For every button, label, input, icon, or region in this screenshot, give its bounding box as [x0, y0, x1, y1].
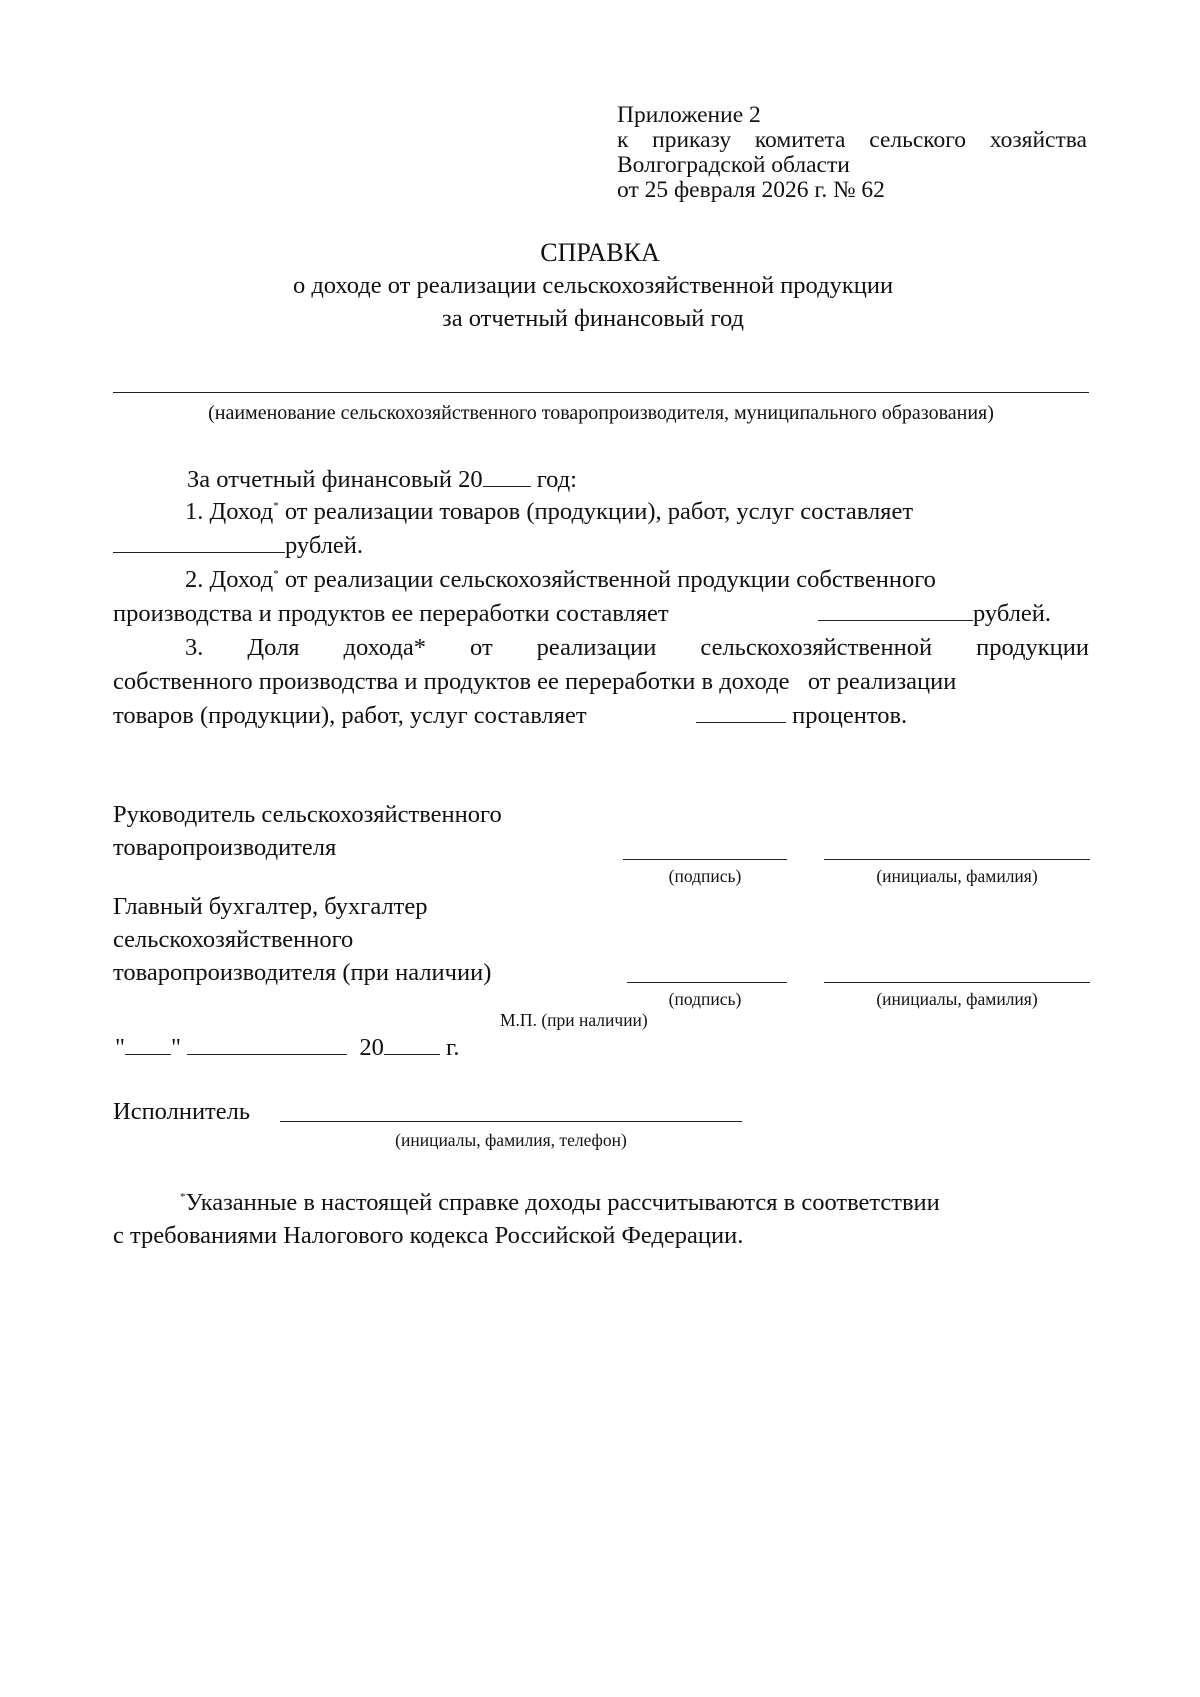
year-prefix: За отчетный финансовый 20: [187, 466, 483, 493]
agri-income-amount-blank: [818, 600, 973, 621]
date-day-blank: [125, 1034, 171, 1055]
item-2-number: 2. Доход: [185, 566, 274, 593]
accountant-signature-caption: (подпись): [668, 989, 742, 1009]
executor-label: Исполнитель: [113, 1098, 251, 1125]
item-3-word: дохода*: [343, 634, 427, 661]
producer-name-caption: (наименование сельскохозяйственного товаропроизводителя, муниципального образования): [208, 402, 994, 424]
document-subtitle-2: за отчетный финансовый год: [442, 305, 744, 332]
accountant-initials-line: [824, 982, 1090, 983]
item-2-unit: рублей.: [973, 600, 1052, 627]
item-3-percent: [696, 702, 907, 730]
footnote-line-1: [180, 1189, 940, 1217]
head-signature-line: [623, 859, 787, 860]
item-3-word: от: [470, 634, 493, 661]
accountant-initials-caption: (инициалы, фамилия): [876, 989, 1038, 1009]
stamp-note: М.П. (при наличии): [500, 1010, 648, 1030]
item-1-number: 1. Доход: [185, 498, 274, 525]
region-name: Волгоградской области: [617, 152, 850, 178]
date-month-blank: [187, 1034, 347, 1055]
document-title: СПРАВКА: [540, 238, 660, 267]
accountant-title-line-1: Главный бухгалтер, бухгалтер: [113, 893, 428, 920]
date-quote-open: ": [115, 1034, 126, 1061]
accountant-title-line-3: товаропроизводителя (при наличии): [113, 959, 492, 986]
date-line: [115, 1034, 459, 1062]
order-reference: [617, 127, 1087, 153]
accountant-title-line-2: сельскохозяйственного: [113, 926, 354, 953]
order-word: сельского: [869, 127, 967, 153]
item-3-word: Доля: [247, 634, 300, 661]
date-year-prefix: 20: [359, 1034, 384, 1061]
report-year-line: [187, 466, 577, 494]
accountant-signature-line: [627, 982, 787, 983]
item-2-amount: [818, 600, 1051, 628]
date-year-blank: [384, 1034, 440, 1055]
order-date: от 25 февраля 2026 г. № 62: [617, 177, 885, 203]
head-initials-caption: (инициалы, фамилия): [876, 866, 1038, 886]
order-word: хозяйства: [989, 127, 1087, 153]
item-3-line-2: собственного производства и продуктов ее переработки в доходе от реализации: [113, 668, 957, 695]
head-initials-line: [824, 859, 1090, 860]
appendix-label: Приложение 2: [617, 102, 761, 128]
head-title-line-1: Руководитель сельскохозяйственного: [113, 801, 502, 828]
item-3-number: 3.: [185, 634, 204, 661]
order-word: комитета: [754, 127, 846, 153]
head-title-line-2: товаропроизводителя: [113, 834, 337, 861]
executor-caption: (инициалы, фамилия, телефон): [395, 1130, 627, 1150]
executor-line: [280, 1121, 742, 1122]
item-2-line-2: производства и продуктов ее переработки составляет: [113, 600, 669, 627]
item-3-line: [185, 634, 1089, 662]
order-word: приказу: [652, 127, 732, 153]
year-suffix: год:: [536, 466, 577, 493]
footnote-asterisk: *: [180, 1191, 186, 1203]
footnote-mark: *: [273, 500, 279, 512]
footnote-line-2: с требованиями Налогового кодекса Российской Федерации.: [113, 1222, 744, 1249]
footnote-text-1: Указанные в настоящей справке доходы рассчитываются в соответствии: [185, 1189, 940, 1216]
income-amount-blank: [113, 532, 285, 553]
footnote-mark: *: [273, 568, 279, 580]
item-3-word: реализации: [536, 634, 657, 661]
document-subtitle-1: о доходе от реализации сельскохозяйственной продукции: [292, 272, 894, 299]
item-3-line-3: товаров (продукции), работ, услуг составляет: [113, 702, 587, 729]
head-signature-caption: (подпись): [668, 866, 742, 886]
item-3-word: продукции: [976, 634, 1089, 661]
item-1-unit: рублей.: [285, 532, 364, 559]
item-1-amount-line: [113, 532, 363, 560]
producer-name-line: [113, 392, 1089, 393]
share-percent-blank: [696, 702, 786, 723]
item-3-word: сельскохозяйственной: [700, 634, 933, 661]
item-2-line: [185, 566, 936, 594]
item-3-unit: процентов.: [792, 702, 908, 729]
date-quote-close: ": [171, 1034, 182, 1061]
item-2-text: от реализации сельскохозяйственной продукции собственного: [284, 566, 936, 593]
year-blank: [483, 466, 531, 487]
item-1-line: [185, 498, 913, 526]
order-word: к: [617, 127, 629, 153]
item-1-text: от реализации товаров (продукции), работ, услуг составляет: [284, 498, 914, 525]
date-suffix: г.: [446, 1034, 460, 1061]
